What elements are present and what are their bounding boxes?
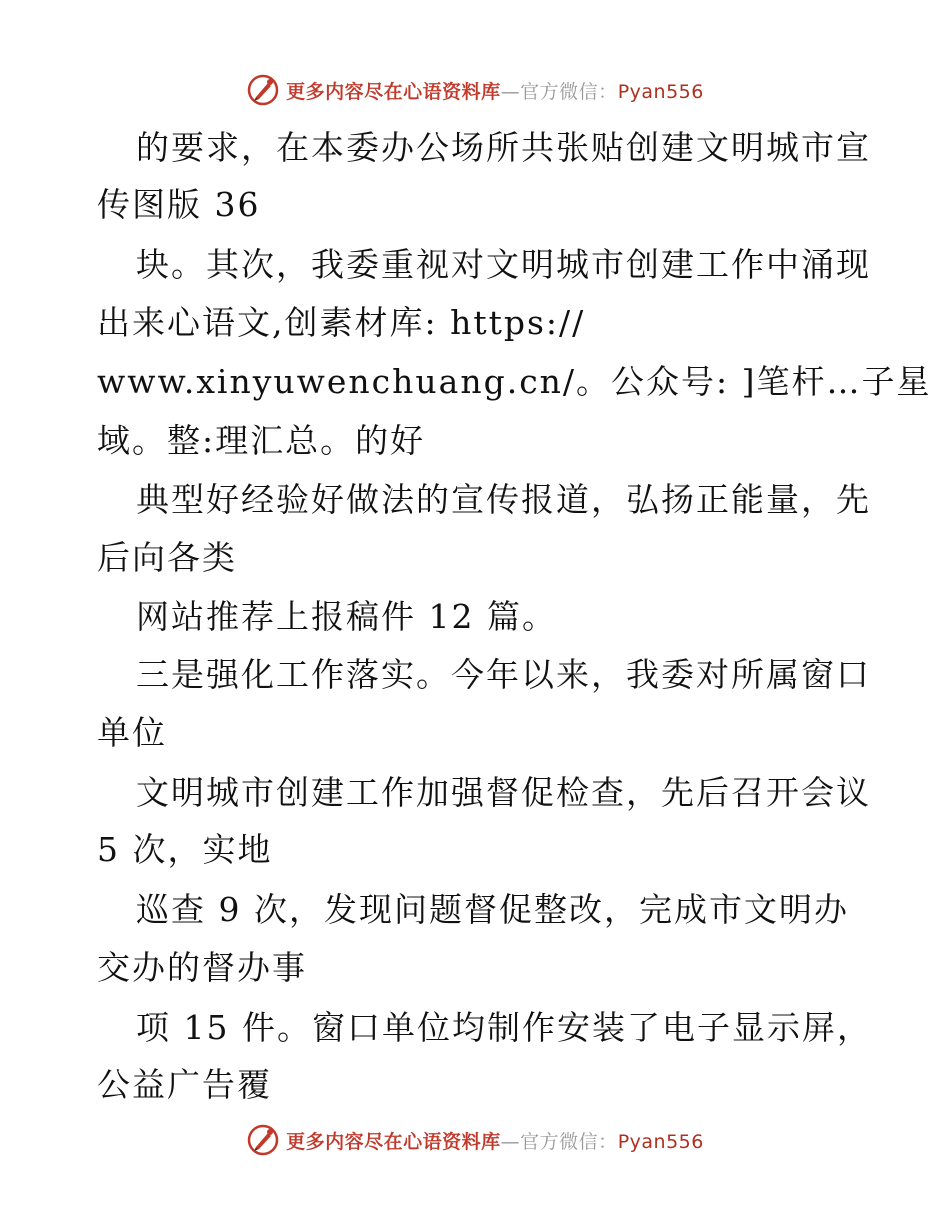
banner-text xyxy=(286,1127,704,1154)
header-banner xyxy=(0,70,950,110)
banner-title: 更多内容尽在心语资料库 xyxy=(286,80,501,103)
text-line: 三是强化工作落实。今年以来，我委对所属窗口 xyxy=(136,655,871,694)
quill-logo-icon xyxy=(246,73,280,107)
text-line: 块。其次，我委重视对文明城市创建工作中涌现 xyxy=(136,245,871,284)
text-line: 传图版 36 xyxy=(97,185,261,224)
text-line: 后向各类 xyxy=(97,538,237,577)
text-line: www.xinyuwenchuang.cn/。公众号: ]笔杆…子星 xyxy=(97,362,932,401)
text-line: 单位 xyxy=(97,713,167,752)
text-line: 巡查 9 次，发现问题督促整改，完成市文明办 xyxy=(136,890,849,929)
text-line: 项 15 件。窗口单位均制作安装了电子显示屏， xyxy=(136,1008,872,1047)
banner-wechat-label: —官方微信： xyxy=(500,1130,618,1153)
text-line: 交办的督办事 xyxy=(97,948,307,987)
text-line: 文明城市创建工作加强督促检查，先后召开会议 xyxy=(136,773,871,812)
text-line: 典型好经验好做法的宣传报道，弘扬正能量，先 xyxy=(136,480,871,519)
banner-wechat-id: Pyan556 xyxy=(617,80,704,103)
text-line: 公益广告覆 xyxy=(97,1065,272,1104)
banner-wechat-label: —官方微信： xyxy=(500,80,618,103)
text-line: 5 次，实地 xyxy=(97,830,273,869)
footer-banner xyxy=(0,1120,950,1160)
text-line: 域。整:理汇总。的好 xyxy=(97,421,426,460)
text-line: 出来心语文,创素材库: https:// xyxy=(97,303,586,342)
text-line: 网站推荐上报稿件 12 篇。 xyxy=(136,597,557,636)
banner-text xyxy=(286,77,704,104)
banner-title: 更多内容尽在心语资料库 xyxy=(286,1130,501,1153)
text-line: 的要求，在本委办公场所共张贴创建文明城市宣 xyxy=(136,128,871,167)
quill-logo-icon xyxy=(246,1123,280,1157)
banner-wechat-id: Pyan556 xyxy=(617,1130,704,1153)
